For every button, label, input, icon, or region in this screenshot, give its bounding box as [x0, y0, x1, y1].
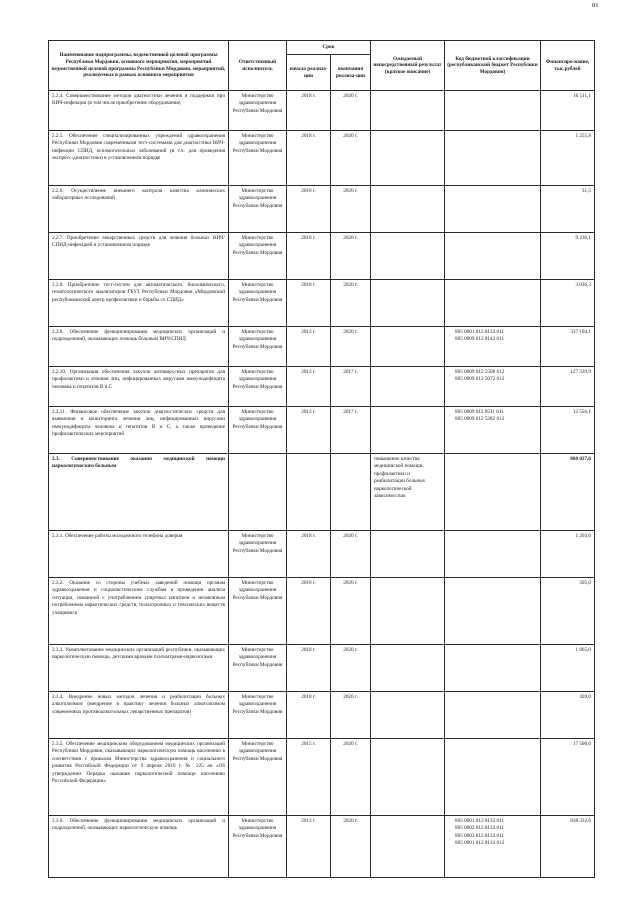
cell-end: 2020 г. [331, 233, 371, 280]
cell-executor: Министерство здравоохранения Республики Мордовия [229, 578, 287, 645]
cell-finance: 1 255,8 [541, 131, 595, 186]
cell-name: 2.2.9. Обеспечение функционирования медицинских организаций и подразделений, оказывающих помощь больным ВИЧ/СПИД [49, 327, 229, 367]
cell-start: 2015 г. [287, 739, 331, 816]
cell-executor: Министерство здравоохранения Республики Мордовия [229, 186, 287, 233]
cell-finance: 337 104,1 [541, 327, 595, 367]
table-row [49, 816, 595, 878]
cell-executor: Министерство здравоохранения Республики Мордовия [229, 367, 287, 407]
cell-executor [229, 454, 287, 531]
cell-end: 2020 г. [331, 739, 371, 816]
table-row [49, 131, 595, 186]
cell-end: 2020 г. [331, 692, 371, 739]
cell-result [371, 233, 445, 280]
cell-end: 2020 г. [331, 131, 371, 186]
header-start: начала реализа-ции [287, 55, 331, 91]
cell-name: 2.3.2. Оказание со стороны учебных заведений помощи органам здравоохранения и социалистическим службам в проведении анализа ситуации, связанной с употреблением спиртных напитков и незаконным потреблением наркотических средств, психотропных и токсических веществ учащимися [49, 578, 229, 645]
cell-end: 2020 г. [331, 186, 371, 233]
budget-code: 805 0909 012 5382 612 [455, 416, 505, 423]
cell-start: 2018 г. [287, 186, 331, 233]
cell-result [371, 578, 445, 645]
header-executor: Ответственный исполнитель [229, 41, 287, 91]
budget-code: 805 0901 012 8133 611 [455, 818, 505, 824]
cell-end: 2020 г. [331, 578, 371, 645]
cell-budget-codes [445, 816, 541, 878]
cell-start: 2018 г. [287, 531, 331, 578]
cell-finance: 17 500,0 [541, 739, 595, 816]
cell-budget-codes [445, 739, 541, 816]
table-row [49, 186, 595, 233]
cell-finance: 860 027,6 [541, 454, 595, 531]
cell-name: 2.2.5. Обеспечение специализированных учреждений здравоохранения Республики Мордовия современными тест-системами для диагностики ВИЧ-инфекции СПИД, вспомогательных заболеваний (в т.ч. для проведения экспресс-диагностики) в установленном порядке [49, 131, 229, 186]
cell-start: 2013 г. [287, 367, 331, 407]
table-row [49, 692, 595, 739]
table-row [49, 739, 595, 816]
cell-budget-codes [445, 280, 541, 327]
cell-result [371, 186, 445, 233]
cell-result [371, 739, 445, 816]
cell-start: 2013 г. [287, 407, 331, 454]
budget-code: 805 0909 012 5072 612 [455, 376, 505, 383]
cell-result [371, 280, 445, 327]
cell-start: 2018 г. [287, 692, 331, 739]
cell-executor: Министерство здравоохранения Республики Мордовия [229, 816, 287, 878]
table-row [49, 645, 595, 692]
cell-end: 2017 г. [331, 367, 371, 407]
cell-name: 2.3.5. Обеспечение медицинским оборудованием медицинских организаций Республики Мордовия, оказывающих наркологическую помощь населению в соответствии с приказом Министерства здравоохранения и социального развития Российской Федерации от 9 апреля 2010 г. № 225 ан «Об утверждении Порядка оказания наркологической помощи населению Российской Федерации» [49, 739, 229, 816]
cell-finance: 838 332,6 [541, 816, 595, 878]
cell-result [371, 816, 445, 878]
cell-end: 2020 г. [331, 816, 371, 878]
cell-end [331, 454, 371, 531]
table-row [49, 233, 595, 280]
cell-start: 2018 г. [287, 131, 331, 186]
cell-executor: Министерство здравоохранения Республики Мордовия [229, 131, 287, 186]
header-finance: Финансиро-вание, тыс.рублей [541, 41, 595, 91]
header-term: Срок [287, 41, 371, 55]
cell-name: 2.2.8. Приобретение тест-систем для автоматического, биохимического, гематологического анализаторов ГБУЗ Республики Мордовия «Мордовский республиканский центр профилактики и борьбы со СПИД» [49, 280, 229, 327]
cell-name: 2.2.4. Совершенствование методов диагностики лечения и поддержки при ВИЧ-инфекции (в том числе приобретение оборудования) [49, 91, 229, 131]
header-name: Наименование подпрограммы, ведомственной целевой программы Республики Мордовия, основного мероприятия, мероприятий ведомственной целевой программы Республики Мордовия, мероприятий, реализуемых в рамках основного мероприятия [49, 41, 229, 91]
cell-end: 2017 г. [331, 407, 371, 454]
cell-budget-codes [445, 454, 541, 531]
cell-budget-codes [445, 91, 541, 131]
cell-start: 2013 г. [287, 327, 331, 367]
budget-code: 805 0909 012 8142 611 [455, 336, 505, 343]
cell-executor: Министерство здравоохранения Республики Мордовия [229, 645, 287, 692]
cell-name: 2.3.3. Укомплектование медицинских организаций республики, оказывающих наркологическую помощь, детскими врачами психиатрами-наркологами [49, 645, 229, 692]
cell-budget-codes [445, 645, 541, 692]
cell-end: 2020 г. [331, 531, 371, 578]
cell-result: повышение качества медицинской помощи, профилактики и реабилитации больных наркологической зависимостью [371, 454, 445, 531]
cell-end: 2020 г. [331, 91, 371, 131]
table-row [49, 578, 595, 645]
cell-executor: Министерство здравоохранения Республики Мордовия [229, 692, 287, 739]
cell-executor: Министерство здравоохранения Республики Мордовия [229, 407, 287, 454]
cell-result [371, 407, 445, 454]
cell-start: 2018 г. [287, 578, 331, 645]
cell-start: 2018 г. [287, 91, 331, 131]
cell-result [371, 91, 445, 131]
cell-executor: Министерство здравоохранения Республики Мордовия [229, 739, 287, 816]
cell-finance: 12 556,1 [541, 407, 595, 454]
cell-start [287, 454, 331, 531]
budget-code: 805 0901 012 8133 611 [455, 329, 505, 335]
cell-result [371, 645, 445, 692]
header-result: Ожидаемый непосредственный результат (краткое описание) [371, 41, 445, 91]
cell-budget-codes [445, 578, 541, 645]
cell-finance: 505,0 [541, 578, 595, 645]
cell-start: 2018 г. [287, 645, 331, 692]
cell-executor: Министерство здравоохранения Республики Мордовия [229, 327, 287, 367]
cell-finance: 16 511,1 [541, 91, 595, 131]
cell-start: 2018 г. [287, 280, 331, 327]
cell-result [371, 692, 445, 739]
cell-budget-codes [445, 407, 541, 454]
header-code: Код бюджетной классификации (республиканский бюджет Республики Мордовия) [445, 41, 541, 91]
budget-code: 805 0902 012 8133 611 [455, 825, 505, 832]
page-number: 81 [592, 2, 599, 9]
cell-executor: Министерство здравоохранения Республики Мордовия [229, 91, 287, 131]
cell-result [371, 531, 445, 578]
cell-budget-codes [445, 233, 541, 280]
cell-result [371, 131, 445, 186]
cell-executor: Министерство здравоохранения Республики Мордовия [229, 233, 287, 280]
cell-finance: 3 036,3 [541, 280, 595, 327]
cell-budget-codes [445, 531, 541, 578]
table-row [49, 91, 595, 131]
cell-name: 2.2.11. Финансовое обеспечение закупок диагностических средств для выявления и мониторинга лечения лиц, инфицированных вирусами иммунодефицита человека и гепатитов В и С, а также проведение профилактических мероприятий [49, 407, 229, 454]
table-row [49, 280, 595, 327]
cell-end: 2020 г. [331, 327, 371, 367]
cell-start: 2013 г. [287, 816, 331, 878]
cell-name: 2.3.6. Обеспечение функционирования медицинских организаций и подразделений, оказывающих наркологическую помощь [49, 816, 229, 878]
program-measures-table [48, 40, 595, 878]
table-row [49, 531, 595, 578]
budget-code: 805 0909 012 8511 611 [455, 409, 504, 415]
cell-finance: 1 665,0 [541, 645, 595, 692]
cell-finance: 127 339,9 [541, 367, 595, 407]
cell-end: 2020 г. [331, 280, 371, 327]
cell-name: 2.3.4. Внедрение новых методов лечения и реабилитации больных алкоголизмом (внедрение в практику лечения больных алкоголизмом современных противоалкогольных лекарственных препаратов) [49, 692, 229, 739]
cell-start: 2018 г. [287, 233, 331, 280]
cell-name: 2.3.1. Обеспечение работы молодежного телефона доверия [49, 531, 229, 578]
cell-budget-codes [445, 327, 541, 367]
table-body [49, 91, 595, 878]
budget-code: 805 0903 012 8133 611 [455, 832, 505, 839]
cell-result [371, 367, 445, 407]
table-row [49, 327, 595, 367]
cell-name: 2.2.7. Приобретение лекарственных средств для лечения больных ВИЧ/СПИД-инфекцией в установленном порядке [49, 233, 229, 280]
cell-name: 2.2.6. Осуществление внешнего контроля качества клинических лабораторных исследований [49, 186, 229, 233]
cell-finance: 1 203,0 [541, 531, 595, 578]
cell-finance: 9 236,1 [541, 233, 595, 280]
cell-budget-codes [445, 367, 541, 407]
budget-code: 805 0909 012 5508 612 [455, 369, 505, 375]
cell-budget-codes [445, 186, 541, 233]
section-row [49, 454, 595, 531]
cell-executor: Министерство здравоохранения Республики Мордовия [229, 280, 287, 327]
cell-end: 2020 г. [331, 645, 371, 692]
cell-budget-codes [445, 131, 541, 186]
cell-finance: 31,5 [541, 186, 595, 233]
cell-budget-codes [445, 692, 541, 739]
cell-name: 2.2.10. Организация обеспечения закупок антивирусных препаратов для профилактики и лечения лиц, инфицированных вирусами иммунодефицита человека и гепатитов В и С [49, 367, 229, 407]
table-row [49, 407, 595, 454]
cell-finance: 420,0 [541, 692, 595, 739]
cell-result [371, 327, 445, 367]
cell-name: 2.3. Совершенствование оказания медицинской помощи наркологическим больным [49, 454, 229, 531]
header-end: окончания реализа-ции [331, 55, 371, 91]
budget-code: 805 0901 012 8133 612 [455, 840, 505, 847]
cell-executor: Министерство здравоохранения Республики Мордовия [229, 531, 287, 578]
table-row [49, 367, 595, 407]
